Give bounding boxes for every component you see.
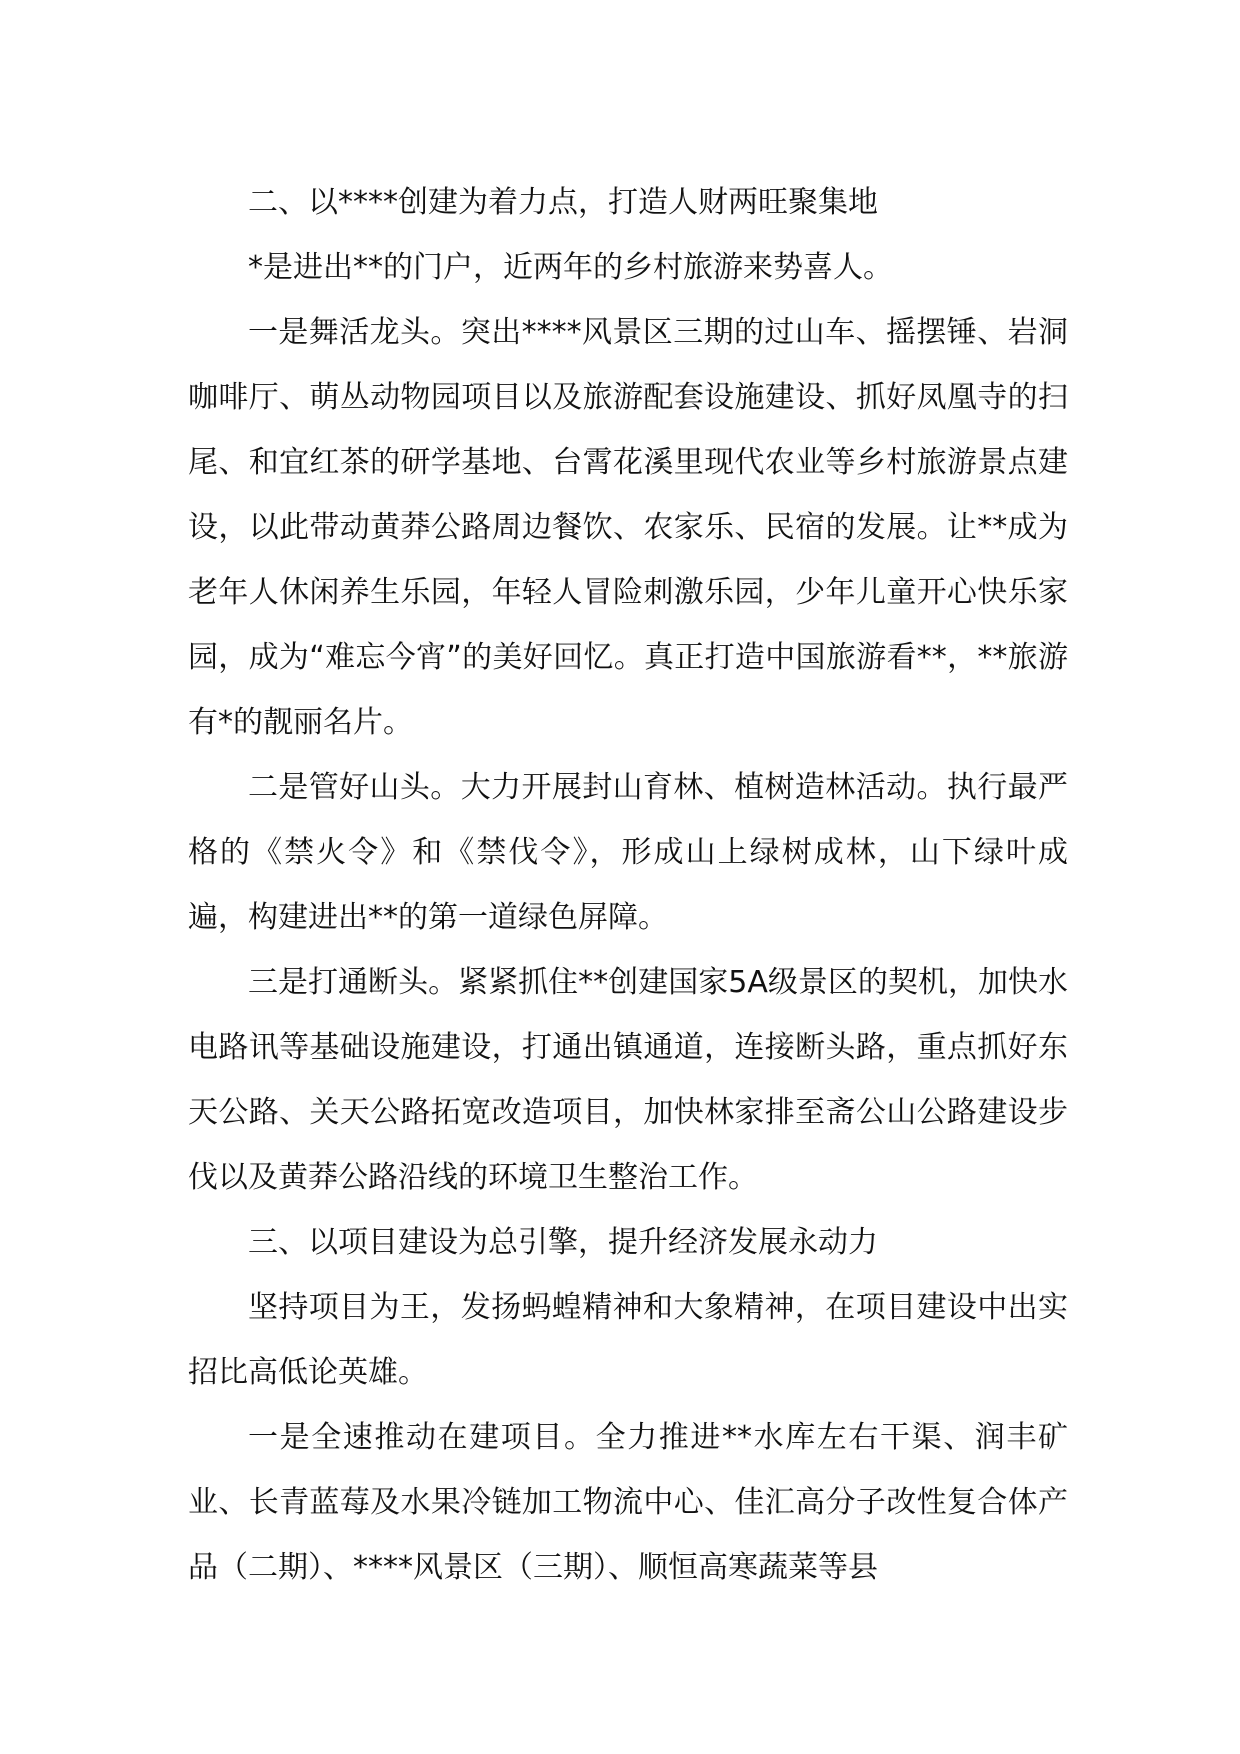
document-body <box>188 170 1068 1600</box>
paragraph-ongoing-projects: 一是全速推动在建项目。全力推进**水库左右干渠、润丰矿业、长青蓝莓及水果冷链加工物流中心、佳汇高分子改性复合体产品（二期）、****风景区（三期）、顺恒高寒蔬菜等县 <box>188 1420 1068 1585</box>
paragraph-road-connection: 三是打通断头。紧紧抓住**创建国家5A级景区的契机，加快水电路讯等基础设施建设，打通出镇通道，连接断头路，重点抓好东天公路、关天公路拓宽改造项目，加快林家排至斋公山公路建设步伐以及黄莽公路沿线的环境卫生整治工作。 <box>188 965 1068 1195</box>
paragraph-project-priority: 坚持项目为王，发扬蚂蝗精神和大象精神，在项目建设中出实招比高低论英雄。 <box>188 1290 1068 1390</box>
paragraph-gateway-intro: *是进出**的门户，近两年的乡村旅游来势喜人。 <box>248 250 893 285</box>
section-heading-two: 二、以****创建为着力点，打造人财两旺聚集地 <box>248 185 878 220</box>
paragraph-dragon-head: 一是舞活龙头。突出****风景区三期的过山车、摇摆锤、岩洞咖啡厅、萌丛动物园项目以及旅游配套设施建设、抓好凤凰寺的扫尾、和宜红茶的研学基地、台霄花溪里现代农业等乡村旅游景点建设，以此带动黄莽公路周边餐饮、农家乐、民宿的发展。让**成为老年人休闲养生乐园，年轻人冒险刺激乐园，少年儿童开心快乐家园，成为“难忘今宵”的美好回忆。真正打造中国旅游看**，**旅游有*的靓丽名片。 <box>188 315 1068 740</box>
section-heading-three: 三、以项目建设为总引擎，提升经济发展永动力 <box>248 1225 878 1260</box>
paragraph-mountain-management: 二是管好山头。大力开展封山育林、植树造林活动。执行最严格的《禁火令》和《禁伐令》，形成山上绿树成林，山下绿叶成遍，构建进出**的第一道绿色屏障。 <box>188 770 1068 935</box>
